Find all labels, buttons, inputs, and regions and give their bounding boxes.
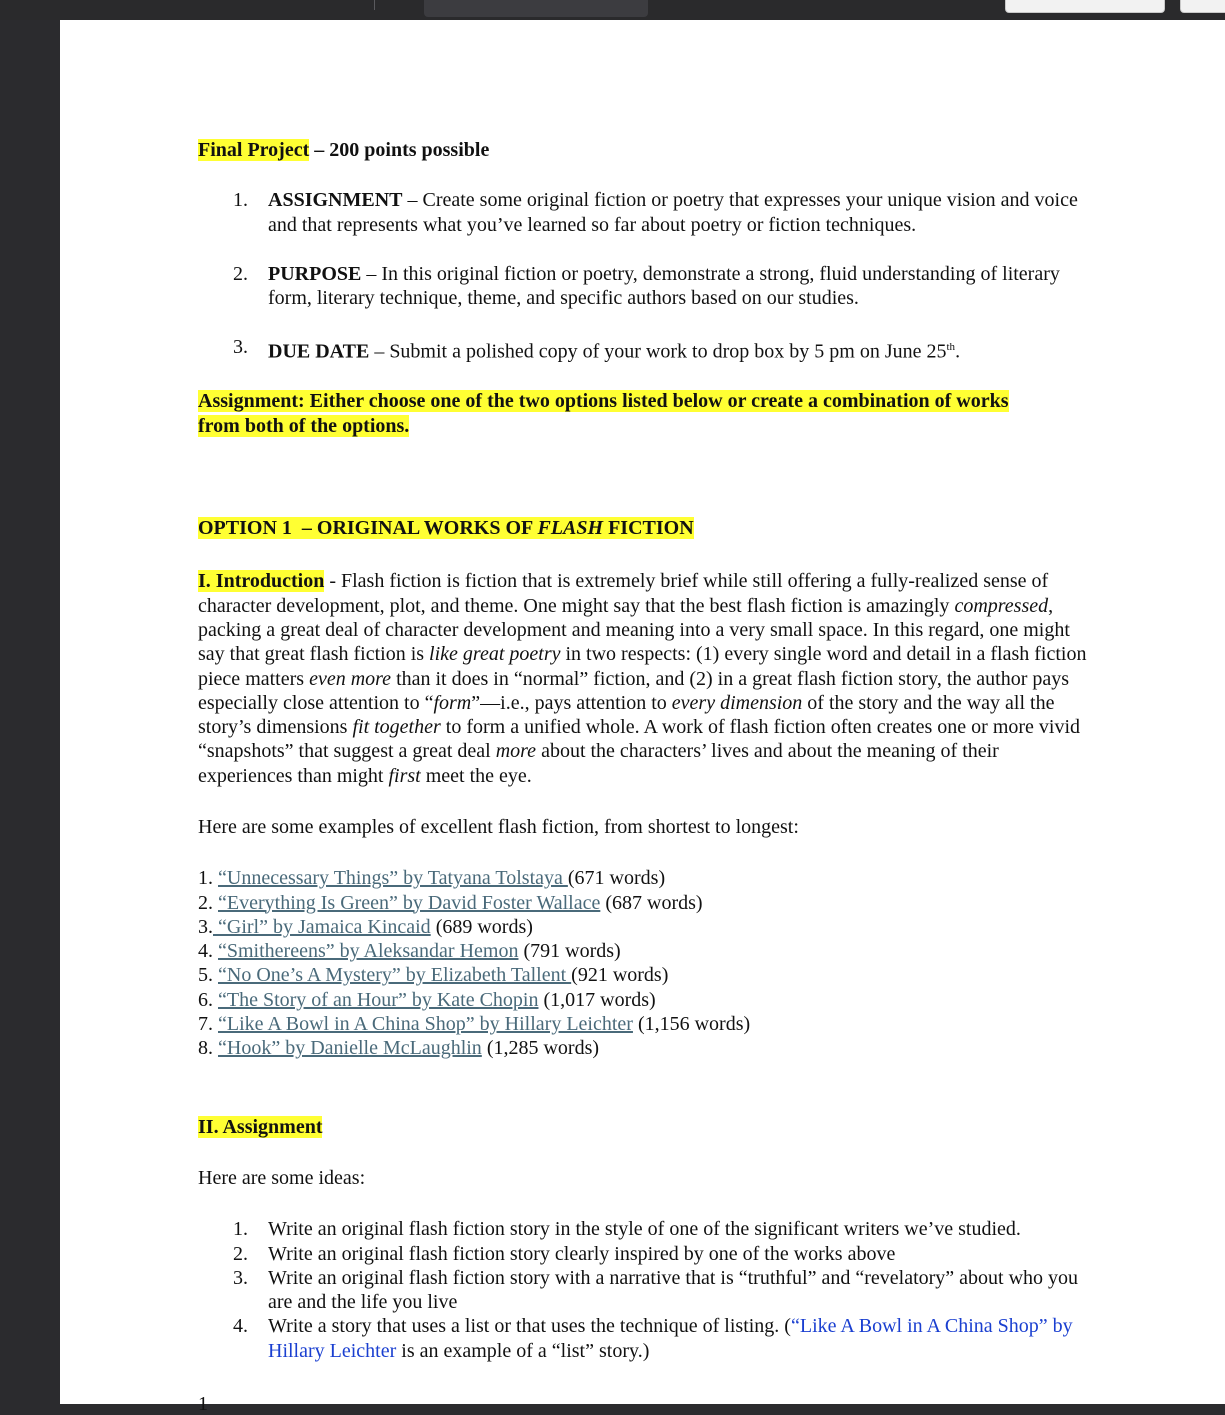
idea-number: 2. bbox=[233, 1242, 248, 1265]
intro-text: of the story and the way all the story’s dimensions bbox=[198, 691, 1055, 739]
example-count: (687 words) bbox=[600, 891, 703, 914]
example-number: 7. bbox=[198, 1013, 218, 1036]
intro-italic: compressed bbox=[954, 594, 1049, 617]
intro-text: to form a unified whole. A work of flash fiction often creates one or more vivid “snapshots” that suggest a great deal bbox=[198, 716, 1081, 763]
example-number: 3. bbox=[198, 915, 213, 938]
overview-label: PURPOSE bbox=[268, 262, 362, 285]
intro-italic: even more bbox=[309, 667, 392, 690]
example-link[interactable]: “Everything Is Green” by David Foster Wallace bbox=[218, 891, 601, 914]
list-item bbox=[198, 915, 1098, 939]
intro-italic: first bbox=[388, 764, 421, 787]
example-number: 2. bbox=[198, 891, 218, 914]
option1-heading-a: OPTION 1 – ORIGINAL WORKS OF bbox=[198, 517, 538, 540]
overview-list bbox=[198, 188, 1098, 364]
overview-item bbox=[198, 188, 1098, 237]
overview-text: – Submit a polished copy of your work to drop box by 5 pm on June 25 bbox=[369, 341, 947, 364]
intro-italic: every dimension bbox=[671, 691, 803, 714]
intro-text: meet the eye. bbox=[420, 764, 532, 787]
overview-end: . bbox=[955, 341, 961, 364]
list-item bbox=[198, 866, 1098, 890]
example-number: 4. bbox=[198, 940, 218, 963]
example-number: 1. bbox=[198, 867, 218, 890]
intro-text: - Flash fiction is fiction that is extremely brief while still offering a fully-realized sense of character development, plot, and theme. One might say that the best flash fiction is amazingly bbox=[198, 570, 1049, 617]
toolbar-divider bbox=[374, 0, 375, 10]
example-link[interactable]: “Like A Bowl in A China Shop” by Hillary Leichter bbox=[218, 1013, 633, 1036]
document-content bbox=[198, 138, 1098, 1363]
overview-label: ASSIGNMENT bbox=[268, 189, 403, 212]
overview-superscript: th bbox=[946, 341, 956, 354]
example-link[interactable]: “The Story of an Hour” by Kate Chopin bbox=[218, 988, 539, 1011]
idea-text: Write an original flash fiction story clearly inspired by one of the works above bbox=[268, 1242, 896, 1265]
option1-heading-b: FLASH bbox=[537, 517, 604, 540]
option1-heading-c: FICTION bbox=[603, 517, 694, 540]
title-rest: – 200 points possible bbox=[309, 139, 490, 161]
example-link[interactable]: “Girl” by Jamaica Kincaid bbox=[213, 915, 431, 938]
top-toolbar bbox=[0, 0, 1225, 20]
overview-text: – In this original fiction or poetry, demonstrate a strong, fluid understanding of literary form, literary technique, theme, and specific authors based on our studies. bbox=[268, 262, 1060, 310]
next-item-number: 1 bbox=[198, 1393, 208, 1415]
list-item bbox=[198, 988, 1098, 1012]
intro-text: about the characters’ lives and about the meaning of their experiences than might bbox=[198, 740, 999, 787]
example-link[interactable]: “Hook” by Danielle McLaughlin bbox=[218, 1037, 482, 1060]
example-count: (1,017 words) bbox=[538, 988, 656, 1011]
ideas-list bbox=[198, 1217, 1098, 1363]
intro-text: ”—i.e., pays attention to bbox=[471, 691, 672, 714]
list-item bbox=[198, 891, 1098, 915]
list-item bbox=[198, 1242, 1098, 1266]
intro-paragraph bbox=[198, 569, 1098, 788]
list-item bbox=[198, 1036, 1098, 1060]
idea-number: 1. bbox=[233, 1218, 248, 1241]
list-item bbox=[198, 1314, 1098, 1363]
example-count: (791 words) bbox=[518, 940, 621, 963]
intro-heading: I. Introduction bbox=[198, 570, 325, 593]
intro-italic: form bbox=[433, 691, 472, 714]
assignment-note bbox=[198, 389, 1098, 438]
title-highlight: Final Project bbox=[198, 139, 310, 161]
assignment-note-line1: Assignment: Either choose one of the two options listed below or create a combination of works bbox=[198, 390, 1009, 413]
left-sidebar bbox=[0, 20, 60, 1404]
idea-number: 3. bbox=[233, 1266, 248, 1289]
assignment-heading bbox=[198, 1115, 1098, 1139]
list-item bbox=[198, 1217, 1098, 1241]
toolbar-button[interactable] bbox=[1180, 0, 1225, 13]
toolbar-search-field[interactable] bbox=[424, 0, 648, 17]
overview-item bbox=[198, 262, 1098, 311]
overview-item bbox=[198, 335, 1098, 364]
view-as-text-button[interactable] bbox=[1005, 0, 1165, 13]
example-number: 6. bbox=[198, 988, 218, 1011]
example-count: (921 words) bbox=[571, 964, 669, 987]
list-item bbox=[198, 939, 1098, 963]
overview-text: – Create some original fiction or poetry that expresses your unique vision and voice and that represents what you’ve learned so far about poetry or fiction techniques. bbox=[268, 189, 1078, 236]
example-number: 8. bbox=[198, 1037, 218, 1060]
examples-list bbox=[198, 866, 1098, 1060]
ideas-intro: Here are some ideas: bbox=[198, 1166, 366, 1189]
example-link[interactable]: “No One’s A Mystery” by Elizabeth Tallent bbox=[218, 964, 572, 987]
list-item bbox=[198, 1266, 1098, 1315]
example-number: 5. bbox=[198, 964, 218, 987]
examples-intro: Here are some examples of excellent flash fiction, from shortest to longest: bbox=[198, 816, 799, 838]
idea-text: Write an original flash fiction story in the style of one of the significant writers we’ve studied. bbox=[268, 1218, 1021, 1241]
example-link[interactable]: “Unnecessary Things” by Tatyana Tolstaya bbox=[218, 867, 568, 890]
option1-heading bbox=[198, 516, 1098, 540]
assignment-heading-text: II. Assignment bbox=[198, 1115, 323, 1138]
intro-text: in two respects: (1) every single word and detail in a flash fiction piece matters bbox=[198, 643, 1087, 690]
idea-text: is an example of a “list” story.) bbox=[396, 1339, 650, 1362]
page-title bbox=[198, 138, 1098, 162]
idea-link[interactable]: “Like A Bowl in A China Shop” by Hillary Leichter bbox=[268, 1315, 1073, 1362]
overview-number: 3. bbox=[233, 336, 248, 359]
example-count: (1,285 words) bbox=[481, 1037, 600, 1060]
intro-text: , packing a great deal of character development and meaning into a very small space. In this regard, one might say that great flash fiction is bbox=[198, 594, 1070, 666]
idea-text: Write a story that uses a list or that uses the technique of listing. ( bbox=[268, 1315, 791, 1338]
example-count: (689 words) bbox=[430, 915, 533, 938]
example-count: (671 words) bbox=[567, 867, 666, 890]
example-link[interactable]: “Smithereens” by Aleksandar Hemon bbox=[218, 940, 519, 963]
overview-number: 1. bbox=[233, 189, 248, 212]
intro-italic: fit together bbox=[352, 716, 441, 739]
idea-number: 4. bbox=[233, 1315, 248, 1338]
idea-text: Write an original flash fiction story with a narrative that is “truthful” and “revelatory” about who you are and the life you live bbox=[268, 1266, 1079, 1314]
example-count: (1,156 words) bbox=[632, 1013, 751, 1036]
list-item bbox=[198, 963, 1098, 987]
overview-label: DUE DATE bbox=[268, 341, 370, 364]
list-item bbox=[198, 1012, 1098, 1036]
intro-italic: like great poetry bbox=[429, 643, 561, 666]
assignment-note-line2: from both of the options. bbox=[198, 414, 410, 437]
overview-number: 2. bbox=[233, 262, 248, 285]
intro-italic: more bbox=[495, 740, 537, 763]
intro-text: than it does in “normal” fiction, and (2) in a great flash fiction story, the author pays especially close attention to “ bbox=[198, 667, 1070, 714]
